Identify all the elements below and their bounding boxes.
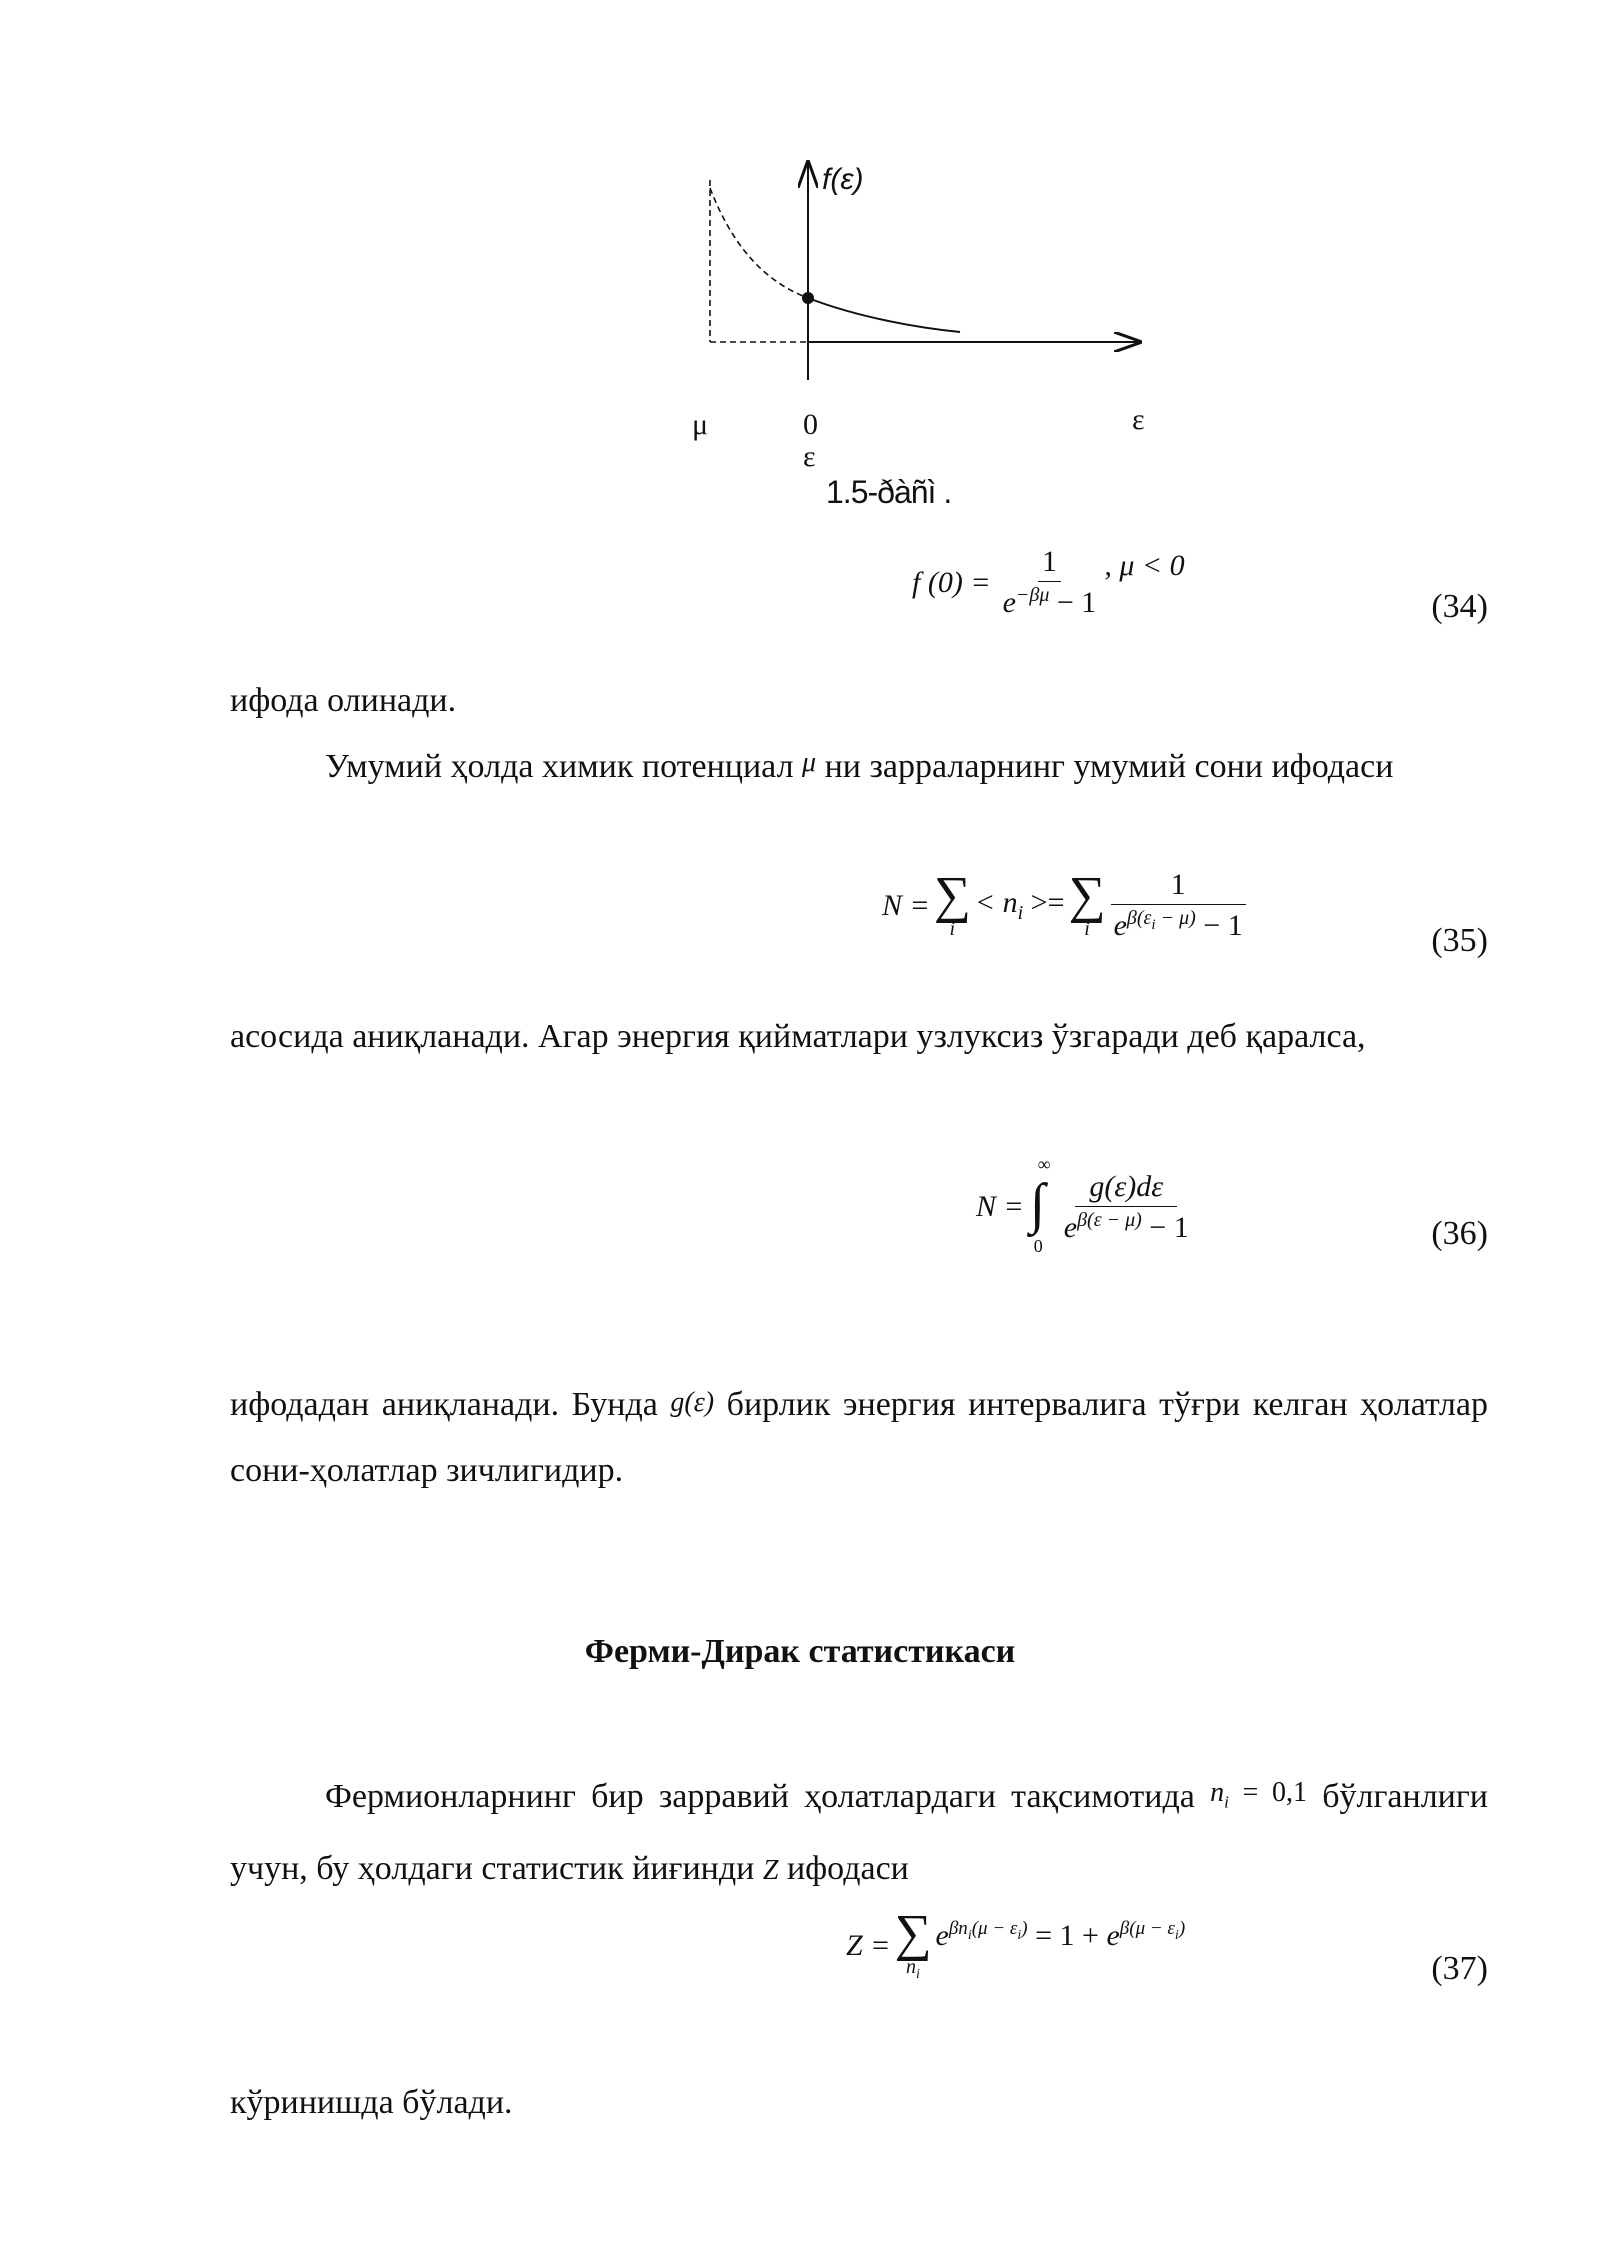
- eq36-lhs: N =: [976, 1190, 1024, 1223]
- eq35-mid-tail: >=: [1023, 886, 1065, 919]
- eq37-term-exp-tail: (μ − ε: [971, 1918, 1018, 1939]
- para5-symbol-z: Z: [762, 1854, 779, 1886]
- label-zero: 0: [803, 408, 818, 441]
- eq37-term-exp-tail2: ): [1021, 1918, 1028, 1939]
- eq37-term2-base: e: [1106, 1919, 1120, 1952]
- eq37-sum-sub-sub: i: [916, 1967, 920, 1982]
- equation-36: [976, 1154, 1193, 1256]
- eq37-term-exp-sub2: i: [1017, 1927, 1022, 1943]
- eq35-sum-sub-2: i: [1084, 918, 1090, 940]
- eq34-den-tail: − 1: [1049, 586, 1097, 619]
- distribution-figure: [660, 150, 1180, 380]
- intercept-point: [802, 292, 814, 304]
- equation-number-35: (35): [1431, 922, 1488, 959]
- paragraph-1: ифода олинади.: [230, 682, 457, 719]
- para2-symbol-mu: μ: [802, 747, 817, 778]
- equation-number-37: (37): [1431, 1950, 1488, 1987]
- dashed-curve: [710, 188, 808, 298]
- eq35-den-base: e: [1113, 909, 1127, 942]
- eq37-term2-exp-tail: ): [1178, 1918, 1186, 1939]
- y-axis-label: f(ε): [822, 163, 864, 196]
- eq34-lhs: f (0) =: [912, 565, 991, 599]
- eq36-den-base: e: [1063, 1210, 1078, 1244]
- label-eps-axis: ε: [1132, 403, 1145, 436]
- eq34-condition: , μ < 0: [1104, 548, 1185, 582]
- equation-number-34: (34): [1431, 588, 1488, 625]
- eq37-sum-sub: n: [906, 1956, 917, 1978]
- eq36-den-exp: β(ε − μ): [1077, 1208, 1142, 1231]
- eq35-mid-sub: i: [1017, 902, 1024, 924]
- eq37-term2-exp-sub: i: [1174, 1927, 1179, 1943]
- para5-after: бўлганлиги учун, бу ҳолдаги статистик йиғинди: [230, 1778, 1489, 1887]
- eq36-lower-limit: 0: [1033, 1236, 1043, 1256]
- solid-curve: [808, 298, 960, 332]
- figure-caption: 1.5-ðàñì .: [826, 474, 952, 510]
- eq34-den-base: e: [1002, 586, 1016, 619]
- eq35-den-exp-sub: i: [1151, 917, 1156, 933]
- eq35-sum-sub-1: i: [949, 918, 956, 940]
- label-eps-below: ε: [803, 440, 816, 473]
- eq35-den-exp: β(ε: [1126, 907, 1152, 929]
- eq36-upper-limit: ∞: [1037, 1154, 1051, 1174]
- equation-number-36: (36): [1431, 1215, 1488, 1252]
- paragraph-2: [230, 730, 1488, 800]
- para4-before: ифодадан аниқланади. Бунда: [230, 1386, 671, 1423]
- eq37-lhs: Z =: [846, 1928, 891, 1962]
- eq37-term2-exp: β(μ − ε: [1119, 1918, 1175, 1939]
- eq37-term-exp-sub: i: [967, 1927, 972, 1943]
- paragraph-3: асосида аниқланади. Агар энергия қийматлари узлуксиз ўзгаради деб қаралса,: [230, 1018, 1366, 1055]
- paragraph-4: [230, 1370, 1488, 1504]
- eq34-den-exp: −βμ: [1015, 584, 1050, 606]
- equation-37: Z = ∑ $n_i$ $e^{\beta n_i(\mu - \varepsilon_i)}$ = 1 + $e^{\beta(\mu - \varepsilon_i)}$: [846, 1905, 1186, 1982]
- eq35-den-tail: − 1: [1195, 909, 1243, 942]
- para5-symbol-n: n: [1210, 1777, 1225, 1808]
- eq35-den-exp-tail: − μ): [1155, 907, 1196, 929]
- para4-after: бирлик энергия интервалига тўғри келган ҳолатлар сони-ҳолатлар зичлигидир.: [230, 1386, 1488, 1489]
- integral-sign: ∫: [1029, 1173, 1046, 1235]
- label-mu: μ: [692, 408, 709, 441]
- eq36-den-tail: − 1: [1141, 1210, 1189, 1244]
- eq35-lhs: N =: [882, 888, 930, 922]
- eq36-numerator: g(ε)dε: [1075, 1170, 1177, 1207]
- section-heading: Ферми-Дирак статистикаси: [584, 1633, 1016, 1670]
- eq34-numerator: 1: [1038, 545, 1061, 582]
- para5-symbol-sub: i: [1224, 1792, 1229, 1812]
- paragraph-6: кўринишда бўлади.: [230, 2084, 513, 2121]
- eq37-term-exp: βn: [948, 1918, 968, 1939]
- para2-before: Умумий ҳолда химик потенциал: [325, 748, 803, 785]
- para5-before: Фермионларнинг бир зарравий ҳолатлардаги тақсимотида: [325, 1778, 1211, 1815]
- eq37-term-base: e: [935, 1919, 949, 1952]
- equation-34: [912, 545, 1185, 620]
- eq35-mid: < n: [974, 886, 1018, 919]
- equation-35: N = ∑ i < $n_i$ >= ∑ i $\frac{1}{e^{\beta(\varepsilon_i - \mu)} - 1}$: [882, 868, 1247, 943]
- para2-after: ни зарраларнинг умумий сони ифодаси: [816, 748, 1394, 785]
- eq37-mid: = 1 +: [1027, 1918, 1107, 1952]
- para4-symbol-g: g(ε): [670, 1387, 715, 1418]
- paragraph-5: [230, 1760, 1488, 1904]
- para5-end: ифодаси: [778, 1849, 909, 1887]
- eq35-numerator: 1: [1111, 868, 1246, 905]
- para5-symbol-tail: = 0,1: [1228, 1777, 1307, 1808]
